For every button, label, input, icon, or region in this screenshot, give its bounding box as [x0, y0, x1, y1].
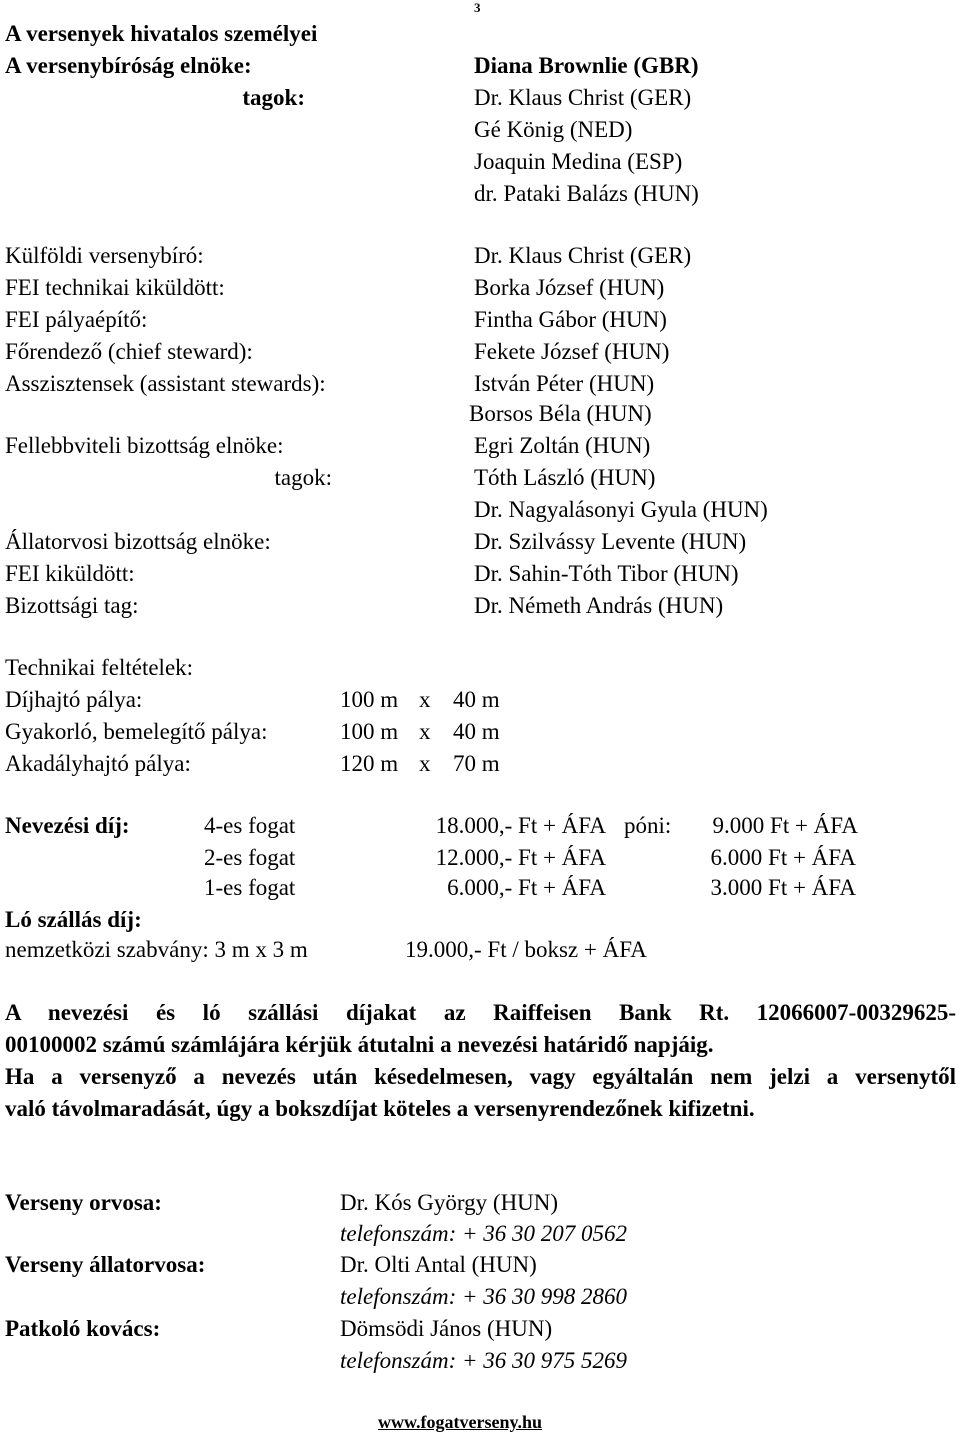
- technical-delegate-label: FEI technikai kiküldött:: [5, 275, 225, 300]
- pony-prefix: póni:: [624, 813, 672, 838]
- officials-heading: A versenyek hivatalos személyei: [5, 21, 318, 46]
- chief-steward-label: Főrendező (chief steward):: [5, 339, 253, 364]
- appeal-members-label: tagok:: [274, 465, 332, 490]
- footer-url-link[interactable]: www.fogatverseny.hu: [378, 1412, 543, 1432]
- jury-president-label: A versenybíróság elnöke:: [5, 53, 252, 78]
- foreign-judge-label: Külföldi versenybíró:: [5, 243, 204, 268]
- notice-line-4: való távolmaradását, úgy a bokszdíjat köteles a versenyrendezőnek kifizetni.: [5, 1096, 755, 1121]
- assistant-stewards-label: Asszisztensek (assistant stewards):: [5, 371, 326, 396]
- contact-role-vet: Verseny állatorvosa:: [5, 1252, 206, 1277]
- fei-delegate: Dr. Sahin-Tóth Tibor (HUN): [474, 561, 739, 586]
- committee-member-label: Bizottsági tag:: [5, 593, 139, 618]
- chief-steward: Fekete József (HUN): [474, 339, 670, 364]
- technical-heading: Technikai feltételek:: [5, 655, 194, 680]
- assistant-steward: Borsos Béla (HUN): [469, 401, 652, 426]
- notice-line-1: A nevezési és ló szállási díjakat az Raiffeisen Bank Rt. 12066007-00329625-: [5, 1000, 956, 1025]
- arena-times: x: [419, 719, 431, 744]
- arena-width: 100 m: [340, 719, 399, 744]
- technical-delegate: Borka József (HUN): [474, 275, 665, 300]
- pony-price: 3.000 Ft + ÁFA: [710, 875, 856, 900]
- arena-length: 40 m: [453, 719, 500, 744]
- jury-members-label: tagok:: [242, 85, 305, 110]
- entry-fee-label: Nevezési díj:: [5, 813, 130, 838]
- contact-phone: telefonszám: + 36 30 998 2860: [340, 1284, 628, 1309]
- pony-price: 6.000 Ft + ÁFA: [710, 845, 856, 870]
- fee-price: 12.000,- Ft + ÁFA: [435, 845, 606, 870]
- arena-width: 100 m: [340, 687, 399, 712]
- stabling-price: 19.000,- Ft / boksz + ÁFA: [405, 937, 647, 962]
- arena-length: 40 m: [453, 687, 500, 712]
- fee-price: 6.000,- Ft + ÁFA: [447, 875, 606, 900]
- contact-phone: telefonszám: + 36 30 207 0562: [340, 1221, 628, 1246]
- appeal-president-label: Fellebbviteli bizottság elnöke:: [5, 433, 284, 458]
- contact-name: Dr. Olti Antal (HUN): [340, 1252, 537, 1277]
- arena-times: x: [419, 687, 431, 712]
- fee-price: 18.000,- Ft + ÁFA: [435, 813, 606, 838]
- contact-name: Dömsödi János (HUN): [340, 1316, 553, 1341]
- stabling-fee-label: Ló szállás díj:: [5, 907, 142, 932]
- arena-times: x: [419, 751, 431, 776]
- course-designer-label: FEI pályaépítő:: [5, 307, 148, 332]
- appeal-member: Tóth László (HUN): [474, 465, 656, 490]
- notice-line-2: 00100002 számú számlájára kérjük átutalni a nevezési határidő napjáig.: [5, 1032, 714, 1057]
- page-number: 3: [474, 0, 481, 15]
- arena-label: Gyakorló, bemelegítő pálya:: [5, 719, 268, 744]
- foreign-judge: Dr. Klaus Christ (GER): [474, 243, 692, 268]
- fee-type: 2-es fogat: [204, 845, 296, 870]
- fee-type: 1-es fogat: [204, 875, 296, 900]
- contact-name: Dr. Kós György (HUN): [340, 1190, 559, 1215]
- jury-member: Joaquin Medina (ESP): [474, 149, 683, 174]
- pony-price: 9.000 Ft + ÁFA: [712, 813, 858, 838]
- arena-length: 70 m: [453, 751, 500, 776]
- arena-width: 120 m: [340, 751, 399, 776]
- vet-president-label: Állatorvosi bizottság elnöke:: [5, 529, 271, 554]
- arena-label: Akadályhajtó pálya:: [5, 751, 191, 776]
- jury-member: Gé König (NED): [474, 117, 633, 142]
- jury-member: dr. Pataki Balázs (HUN): [474, 181, 699, 206]
- fei-delegate-label: FEI kiküldött:: [5, 561, 135, 586]
- stabling-description: nemzetközi szabvány: 3 m x 3 m: [5, 937, 308, 962]
- contact-phone: telefonszám: + 36 30 975 5269: [340, 1348, 628, 1373]
- jury-president: Diana Brownlie (GBR): [474, 53, 699, 78]
- appeal-president: Egri Zoltán (HUN): [474, 433, 651, 458]
- arena-label: Díjhajtó pálya:: [5, 687, 143, 712]
- jury-member: Dr. Klaus Christ (GER): [474, 85, 692, 110]
- committee-member: Dr. Németh András (HUN): [474, 593, 724, 618]
- contact-role-doctor: Verseny orvosa:: [5, 1190, 162, 1215]
- contact-role-farrier: Patkoló kovács:: [5, 1316, 161, 1341]
- vet-president: Dr. Szilvássy Levente (HUN): [474, 529, 747, 554]
- course-designer: Fintha Gábor (HUN): [474, 307, 667, 332]
- notice-line-3: Ha a versenyző a nevezés után késedelmesen, vagy egyáltalán nem jelzi a versenytől: [5, 1064, 956, 1089]
- fee-type: 4-es fogat: [204, 813, 296, 838]
- appeal-member: Dr. Nagyalásonyi Gyula (HUN): [474, 497, 768, 522]
- assistant-steward: István Péter (HUN): [474, 371, 655, 396]
